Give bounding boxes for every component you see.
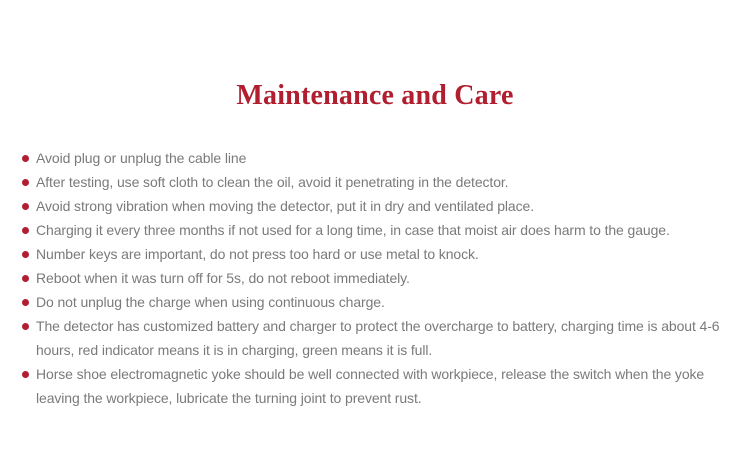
bullet-icon <box>22 299 29 306</box>
list-item-text: After testing, use soft cloth to clean the oil, avoid it penetrating in the detector. <box>36 174 509 190</box>
bullet-icon <box>22 203 29 210</box>
list-item-text: Reboot when it was turn off for 5s, do not reboot immediately. <box>36 270 410 286</box>
bullet-icon <box>22 323 29 330</box>
list-item-text: Horse shoe electromagnetic yoke should be well connected with workpiece, release the switch when the yoke leaving the workpiece, lubricate the turning joint to prevent rust. <box>36 366 705 406</box>
maintenance-list <box>22 146 734 410</box>
list-item-text: Charging it every three months if not used for a long time, in case that moist air does harm to the gauge. <box>36 222 670 238</box>
list-item-text: The detector has customized battery and charger to protect the overcharge to battery, charging time is about 4-6 hours, red indicator means it is in charging, green means it is full. <box>36 318 720 358</box>
list-item <box>22 218 734 242</box>
page-title: Maintenance and Care <box>236 79 514 111</box>
list-item <box>22 266 734 290</box>
list-item-text: Do not unplug the charge when using continuous charge. <box>36 294 385 310</box>
list-item <box>22 290 734 314</box>
list-item <box>22 194 734 218</box>
list-item <box>22 170 734 194</box>
list-item-text: Avoid strong vibration when moving the detector, put it in dry and ventilated place. <box>36 198 534 214</box>
list-item <box>22 362 734 410</box>
list-item-text: Avoid plug or unplug the cable line <box>36 150 247 166</box>
list-item-text: Number keys are important, do not press too hard or use metal to knock. <box>36 246 479 262</box>
list-item <box>22 242 734 266</box>
bullet-icon <box>22 275 29 282</box>
list-item <box>22 314 734 362</box>
bullet-icon <box>22 251 29 258</box>
list-item <box>22 146 734 170</box>
bullet-icon <box>22 227 29 234</box>
bullet-icon <box>22 371 29 378</box>
bullet-icon <box>22 155 29 162</box>
bullet-icon <box>22 179 29 186</box>
